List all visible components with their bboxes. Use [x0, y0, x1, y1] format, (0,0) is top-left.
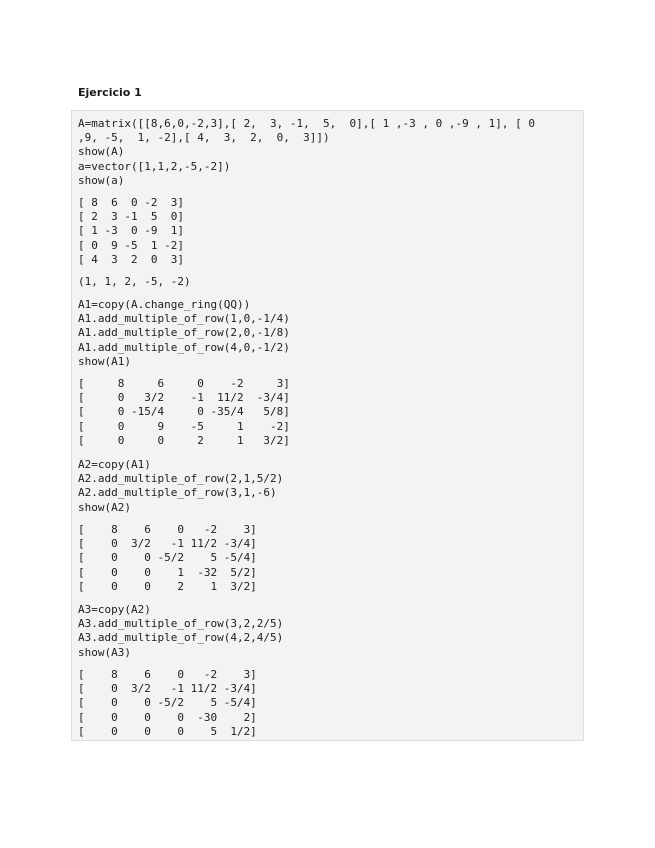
- matrix-A-output: [ 8 6 0 -2 3] [ 2 3 -1 5 0] [ 1 -3 0 -9 1] [ 0 9 -5 1 -2] [ 4 3 2 0 3]: [78, 196, 184, 266]
- code-cell-A2: A2=copy(A1) A2.add_multiple_of_row(2,1,5/2) A2.add_multiple_of_row(3,1,-6) show(A2): [78, 458, 284, 514]
- matrix-A2-output: [ 8 6 0 -2 3] [ 0 3/2 -1 11/2 -3/4] [ 0 0 -5/2 5 -5/4] [ 0 0 1 -32 5/2] [ 0 0 2 1 3/2]: [78, 523, 257, 593]
- matrix-A3-output: [ 8 6 0 -2 3] [ 0 3/2 -1 11/2 -3/4] [ 0 0 -5/2 5 -5/4] [ 0 0 0 -30 2] [ 0 0 0 5 1/2]: [78, 668, 257, 738]
- section-heading: Ejercicio 1: [78, 86, 142, 99]
- code-cell-define-matrix: A=matrix([[8,6,0,-2,3],[ 2, 3, -1, 5, 0],[ 1 ,-3 , 0 ,-9 , 1], [ 0 ,9, -5, 1, -2],[ 4, 3, 2, 0, 3]]) show(A) a=vector([1,1,2,-5,-2]) show(a): [78, 117, 535, 187]
- code-cell-A3: A3=copy(A2) A3.add_multiple_of_row(3,2,2/5) A3.add_multiple_of_row(4,2,4/5) show(A3): [78, 603, 284, 659]
- matrix-A1-output: [ 8 6 0 -2 3] [ 0 3/2 -1 11/2 -3/4] [ 0 -15/4 0 -35/4 5/8] [ 0 9 -5 1 -2] [ 0 0 2 1 3/2]: [78, 377, 290, 447]
- code-cell-A1: A1=copy(A.change_ring(QQ)) A1.add_multiple_of_row(1,0,-1/4) A1.add_multiple_of_row(2,0,-1/8) A1.add_multiple_of_row(4,0,-1/2) show(A1): [78, 298, 290, 368]
- vector-a-output: (1, 1, 2, -5, -2): [78, 275, 191, 288]
